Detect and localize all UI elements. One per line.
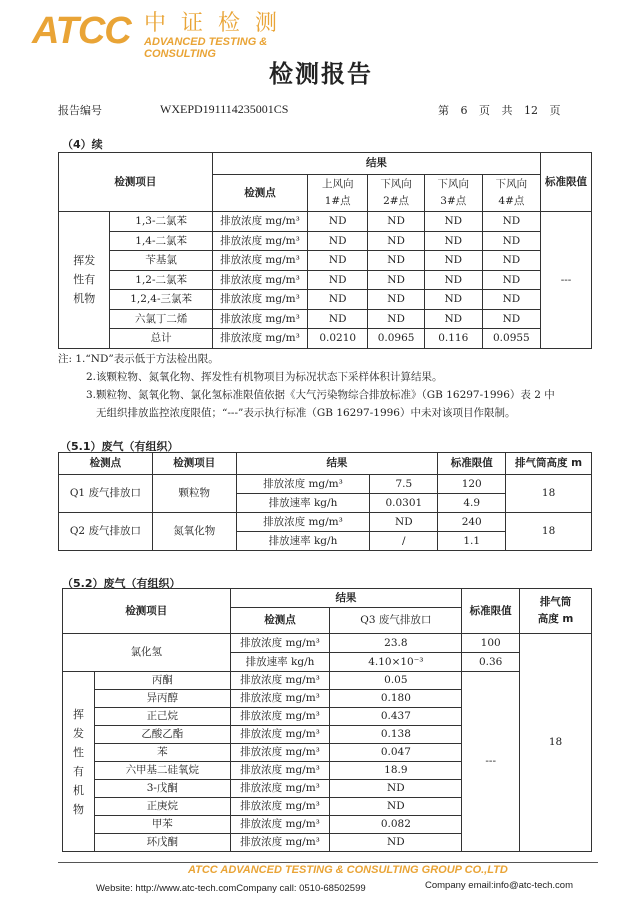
cell-value: ND xyxy=(330,834,462,852)
item-name: 1,4-二氯苯 xyxy=(110,231,212,251)
point-label: 排放浓度 mg/m³ xyxy=(212,212,307,232)
header-height: 排气筒高度 m xyxy=(506,453,592,475)
item-name: 1,3-二氯苯 xyxy=(110,212,212,232)
item-name: 苄基氯 xyxy=(110,251,212,271)
section-51-title: （5.1）废气（有组织） xyxy=(60,440,179,453)
cell-value: ND xyxy=(482,251,540,271)
cell-value: ND xyxy=(482,270,540,290)
limit-value: 1.1 xyxy=(438,532,506,551)
sub-label: 排放浓度 mg/m³ xyxy=(230,634,330,653)
cell-value: ND xyxy=(308,270,368,290)
point-label: 排放浓度 mg/m³ xyxy=(230,780,330,798)
group-label: 挥发性有机物 xyxy=(59,212,110,349)
header-point: 检测点 xyxy=(59,453,153,475)
cell-value: 0.0301 xyxy=(370,494,438,513)
cell-value: ND xyxy=(368,309,425,329)
sub-label: 排放浓度 mg/m³ xyxy=(236,513,370,532)
sub-label: 排放速率 kg/h xyxy=(236,494,370,513)
cell-value: 0.082 xyxy=(330,816,462,834)
point-label: 排放浓度 mg/m³ xyxy=(212,309,307,329)
item-name: 1,2,4-三氯苯 xyxy=(110,290,212,310)
company-logo xyxy=(32,6,332,60)
logo-chinese-name: 中证检测 xyxy=(144,11,293,36)
header-limit: 标准限值 xyxy=(541,153,592,212)
footer-email: Company email:info@atc-tech.com xyxy=(425,880,573,891)
cell-value: 0.116 xyxy=(424,329,482,349)
cell-value: 0.138 xyxy=(330,726,462,744)
header-height: 排气筒 高度 m xyxy=(520,589,592,634)
limit-value: 100 xyxy=(462,634,520,653)
header-result: 结果 xyxy=(230,589,462,608)
header-result: 结果 xyxy=(212,153,540,175)
stack-height: 18 xyxy=(506,475,592,513)
page-title: 检测报告 xyxy=(269,60,373,88)
limit-value: 120 xyxy=(438,475,506,494)
cell-value: 0.0210 xyxy=(308,329,368,349)
cell-value: ND xyxy=(368,231,425,251)
sub-label: 排放浓度 mg/m³ xyxy=(236,475,370,494)
header-item: 检测项目 xyxy=(59,153,213,212)
cell-value: ND xyxy=(424,290,482,310)
cell-value: ND xyxy=(482,231,540,251)
item-name: 氯化氢 xyxy=(63,634,231,672)
item-name: 3-戊酮 xyxy=(95,780,231,798)
item-name: 苯 xyxy=(95,744,231,762)
cell-value: ND xyxy=(424,251,482,271)
cell-value: ND xyxy=(330,798,462,816)
table-51 xyxy=(58,452,592,551)
header-col-4: 下风向 4#点 xyxy=(482,175,540,212)
header-point: 检测点 xyxy=(230,608,330,634)
cell-value: ND xyxy=(482,309,540,329)
point-label: 排放浓度 mg/m³ xyxy=(230,672,330,690)
cell-value: 23.8 xyxy=(330,634,462,653)
header-col-1: 上风向 1#点 xyxy=(308,175,368,212)
footer-website: Website: http://www.atc-tech.comCompany call: 0510-68502599 xyxy=(96,883,366,894)
table-4 xyxy=(58,152,592,349)
cell-value: ND xyxy=(308,231,368,251)
cell-value: ND xyxy=(482,212,540,232)
cell-value: ND xyxy=(370,513,438,532)
item-name: 六甲基二硅氧烷 xyxy=(95,762,231,780)
cell-value: ND xyxy=(424,309,482,329)
cell-value: ND xyxy=(424,270,482,290)
cell-value: ND xyxy=(368,270,425,290)
point-label: 排放浓度 mg/m³ xyxy=(230,798,330,816)
item-name: 颗粒物 xyxy=(152,475,236,513)
point-label: 排放浓度 mg/m³ xyxy=(212,270,307,290)
limit-value: 4.9 xyxy=(438,494,506,513)
cell-value: ND xyxy=(482,290,540,310)
report-number-label: 报告编号 xyxy=(58,104,102,117)
stack-height: 18 xyxy=(520,634,592,852)
point-label: 排放浓度 mg/m³ xyxy=(230,762,330,780)
notes xyxy=(58,350,555,422)
point-label: 排放浓度 mg/m³ xyxy=(212,290,307,310)
cell-value: 0.0955 xyxy=(482,329,540,349)
logo-english-name: ADVANCED TESTING & CONSULTING xyxy=(144,36,268,60)
cell-value: ND xyxy=(308,290,368,310)
point-label: 排放浓度 mg/m³ xyxy=(212,251,307,271)
cell-value: 0.437 xyxy=(330,708,462,726)
item-name: 正庚烷 xyxy=(95,798,231,816)
header-point: 检测点 xyxy=(212,175,307,212)
limit-value: 0.36 xyxy=(462,653,520,672)
footer-divider xyxy=(58,862,598,863)
item-name: 六氯丁二烯 xyxy=(110,309,212,329)
point-label: 排放浓度 mg/m³ xyxy=(212,329,307,349)
cell-value: ND xyxy=(308,251,368,271)
note-line: 2.该颗粒物、氮氧化物、挥发性有机物项目为标况状态下采样体积计算结果。 xyxy=(86,371,443,383)
cell-value: 0.0965 xyxy=(368,329,425,349)
cell-value: ND xyxy=(368,251,425,271)
item-name: 乙酸乙酯 xyxy=(95,726,231,744)
item-name: 异丙醇 xyxy=(95,690,231,708)
section-4-title: （4）续 xyxy=(62,138,103,151)
sub-label: 排放速率 kg/h xyxy=(236,532,370,551)
point-label: 排放浓度 mg/m³ xyxy=(230,834,330,852)
group-label: 挥发性有机物 xyxy=(63,672,95,852)
cell-value: 7.5 xyxy=(370,475,438,494)
footer-company: ATCC ADVANCED TESTING & CONSULTING GROUP CO.,LTD xyxy=(188,864,508,876)
cell-value: ND xyxy=(308,309,368,329)
sub-label: 排放速率 kg/h xyxy=(230,653,330,672)
header-item: 检测项目 xyxy=(63,589,231,634)
limit-value: 240 xyxy=(438,513,506,532)
note-line: 无组织排放监控浓度限值；“---”表示执行标准（GB 16297-1996）中未对该项目作限制。 xyxy=(96,407,516,419)
item-name: 1,2-二氯苯 xyxy=(110,270,212,290)
cell-value: 4.10×10⁻³ xyxy=(330,653,462,672)
header-outlet: Q3 废气排放口 xyxy=(330,608,462,634)
cell-value: ND xyxy=(330,780,462,798)
report-number: WXEPD191114235001CS xyxy=(160,102,289,116)
item-name: 总计 xyxy=(110,329,212,349)
item-name: 丙酮 xyxy=(95,672,231,690)
cell-value: 18.9 xyxy=(330,762,462,780)
cell-value: 0.05 xyxy=(330,672,462,690)
item-name: 甲苯 xyxy=(95,816,231,834)
cell-value: ND xyxy=(424,231,482,251)
point-label: 排放浓度 mg/m³ xyxy=(230,708,330,726)
header-col-3: 下风向 3#点 xyxy=(424,175,482,212)
stack-height: 18 xyxy=(506,513,592,551)
point-label: 排放浓度 mg/m³ xyxy=(230,744,330,762)
outlet-name: Q2 废气排放口 xyxy=(59,513,153,551)
cell-value: ND xyxy=(424,212,482,232)
item-name: 氮氧化物 xyxy=(152,513,236,551)
limit-value: --- xyxy=(462,672,520,852)
point-label: 排放浓度 mg/m³ xyxy=(230,816,330,834)
limit-value: --- xyxy=(541,212,592,349)
header-item: 检测项目 xyxy=(152,453,236,475)
logo-wordmark: ATCC xyxy=(32,10,131,52)
point-label: 排放浓度 mg/m³ xyxy=(212,231,307,251)
table-52 xyxy=(62,588,592,852)
point-label: 排放浓度 mg/m³ xyxy=(230,726,330,744)
note-line: 注: 1.“ND”表示低于方法检出限。 xyxy=(58,353,219,365)
cell-value: ND xyxy=(368,212,425,232)
cell-value: ND xyxy=(308,212,368,232)
header-col-2: 下风向 2#点 xyxy=(368,175,425,212)
header-limit: 标准限值 xyxy=(462,589,520,634)
header-result: 结果 xyxy=(236,453,438,475)
cell-value: ND xyxy=(368,290,425,310)
item-name: 环戊酮 xyxy=(95,834,231,852)
page-indicator: 第 6 页 共 12 页 xyxy=(438,104,561,117)
note-line: 3.颗粒物、氮氧化物、氯化氢标准限值依据《大气污染物综合排放标准》（GB 16297-1996）表 2 中 xyxy=(86,389,555,401)
outlet-name: Q1 废气排放口 xyxy=(59,475,153,513)
point-label: 排放浓度 mg/m³ xyxy=(230,690,330,708)
item-name: 正己烷 xyxy=(95,708,231,726)
section-52-title: （5.2）废气（有组织） xyxy=(62,577,181,590)
cell-value: 0.180 xyxy=(330,690,462,708)
cell-value: / xyxy=(370,532,438,551)
header-limit: 标准限值 xyxy=(438,453,506,475)
cell-value: 0.047 xyxy=(330,744,462,762)
